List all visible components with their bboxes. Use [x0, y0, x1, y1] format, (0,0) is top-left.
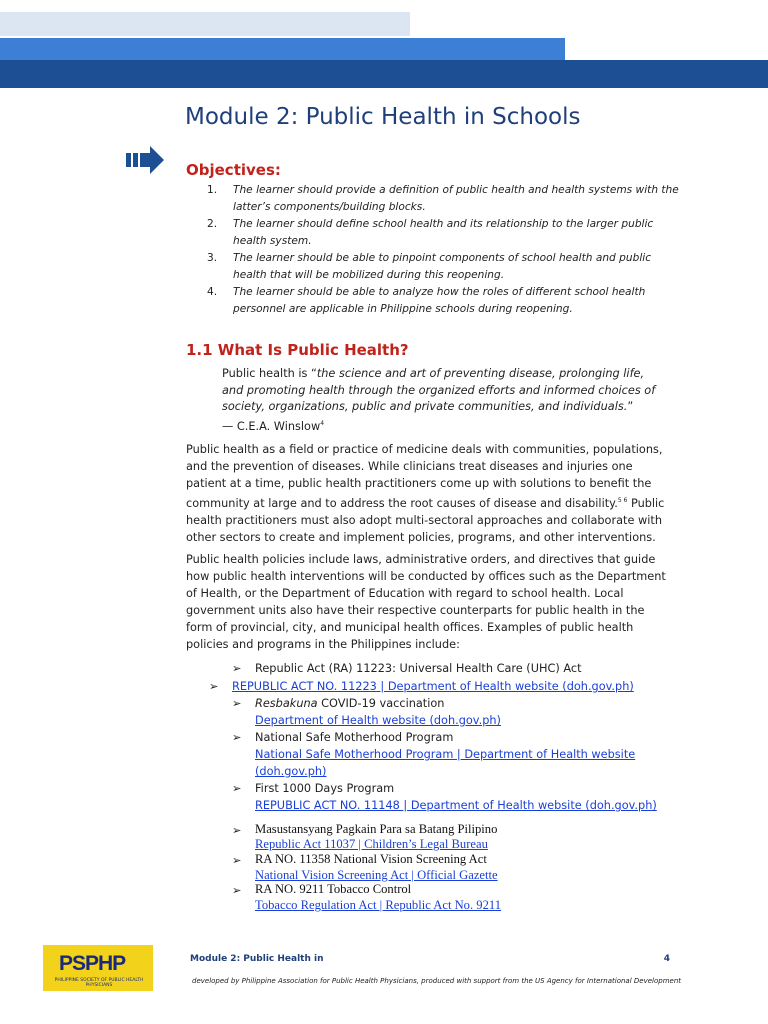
- link-safe-motherhood[interactable]: National Safe Motherhood Program | Department of Health website: [255, 748, 636, 761]
- link-ra-11148[interactable]: REPUBLIC ACT NO. 11148 | Department of Health website (doh.gov.ph): [255, 799, 657, 812]
- header-band-mid: [0, 38, 565, 62]
- link-doh-vaccination[interactable]: Department of Health website (doh.gov.ph): [255, 714, 501, 727]
- bullet-arrow-icon: ➢: [232, 731, 242, 744]
- footer-credit: developed by Philippine Association for Public Health Physicians, produced with support from the US Agency for International Development: [192, 977, 682, 985]
- quote-intro: Public health is “: [222, 367, 317, 380]
- objective-text: The learner should provide a definition of public health and health systems with the latter’s components/building blocks.: [233, 184, 679, 213]
- objective-number: 4.: [207, 286, 218, 298]
- quote-attribution: — C.E.A. Winslow: [222, 419, 321, 433]
- objective-item: [207, 182, 687, 216]
- objective-item: [207, 250, 687, 284]
- resbakuna-italic: Resbakuna: [255, 697, 318, 710]
- header-band-light: [0, 12, 410, 36]
- winslow-quote: [222, 366, 662, 435]
- program-uhc-act: Republic Act (RA) 11223: Universal Health Care (UHC) Act: [255, 662, 582, 675]
- resbakuna-rest: COVID-19 vaccination: [317, 697, 445, 710]
- paragraph-text: Public health as a field or practice of medicine deals with communities, populations, and the prevention of diseases. While clinicians treat diseases and injuries one patient at a time, public health practitioners come up with solutions to benefit the community at large and to address the root causes of disease and disability.: [186, 443, 663, 510]
- objective-number: 1.: [207, 184, 218, 196]
- paragraph-text: Public health practitioners must also adopt multi-sectoral approaches and collaborate with other sectors to create and implement policies, programs, and other interventions.: [186, 496, 665, 544]
- objective-text: The learner should be able to pinpoint components of school health and public health that will be mobilized during this reopening.: [233, 252, 652, 281]
- link-safe-motherhood-cont[interactable]: (doh.gov.ph): [255, 765, 327, 778]
- objectives-heading: Objectives:: [186, 161, 281, 179]
- objective-text: The learner should define school health and its relationship to the larger public health system.: [233, 218, 654, 247]
- footer-module-text: Module 2: Public Health in: [190, 954, 324, 961]
- link-ra-11223[interactable]: REPUBLIC ACT NO. 11223 | Department of Health website (doh.gov.ph): [232, 680, 634, 693]
- logo-text: PSPHP: [59, 952, 126, 975]
- footnote-ref: 5 6: [617, 497, 628, 504]
- objective-item: [207, 216, 687, 250]
- bullet-arrow-icon: ➢: [232, 782, 242, 795]
- page-title: Module 2: Public Health in Schools: [185, 104, 581, 130]
- program-tobacco-control: RA NO. 9211 Tobacco Control: [255, 882, 412, 896]
- program-masustansya: Masustansyang Pagkain Para sa Batang Pilipino: [255, 822, 498, 836]
- quote-close: ”: [627, 400, 634, 414]
- page-number: 4: [663, 954, 670, 961]
- bullet-arrow-icon: ➢: [232, 824, 242, 837]
- program-first-1000-days: First 1000 Days Program: [255, 782, 395, 795]
- objective-number: 3.: [207, 252, 218, 264]
- objective-text: The learner should be able to analyze how the roles of different school health personnel are applicable in Philippine schools during reopening.: [233, 286, 646, 315]
- link-tobacco-regulation[interactable]: Tobacco Regulation Act | Republic Act No. 9211: [255, 898, 502, 912]
- paragraph-policies: Public health policies include laws, administrative orders, and directives that guide how public health interventions will be conducted by offices such as the Department of Health, or the Department of Education with regard to school health. Local government units also have their respective counterparts for public health in the form of provincial, city, and municipal health offices. Examples of public health policies and programs in the Philippines include:: [186, 553, 666, 651]
- psphp-logo: [43, 945, 153, 991]
- link-ra-11037[interactable]: Republic Act 11037 | Children’s Legal Bureau: [255, 837, 488, 851]
- objective-number: 2.: [207, 218, 218, 230]
- link-vision-screening[interactable]: National Vision Screening Act | Official Gazette: [255, 868, 498, 882]
- bullet-arrow-icon: ➢: [232, 697, 242, 710]
- objectives-list: [207, 182, 687, 318]
- bullet-arrow-icon: ➢: [232, 854, 242, 867]
- logo-subtitle: PHILIPPINE SOCIETY OF PUBLIC HEALTH PHYSICIANS: [54, 978, 144, 988]
- footnote-ref: 4: [320, 419, 325, 427]
- bullet-arrow-icon: ➢: [232, 884, 242, 897]
- program-vision-screening: RA NO. 11358 National Vision Screening Act: [255, 852, 487, 866]
- section-heading: 1.1 What Is Public Health?: [186, 341, 409, 359]
- program-resbakuna: [255, 695, 444, 712]
- footer-module-label: [190, 952, 670, 961]
- quote-text: the science and art of preventing disease, prolonging life, and promoting health through the organized efforts and informed choices of society, organizations, public and private communities, and individuals.: [222, 367, 656, 414]
- right-arrow-icon: [126, 144, 166, 180]
- objective-item: [207, 284, 687, 318]
- header-band-dark: [0, 60, 768, 88]
- paragraph-public-health: [186, 441, 672, 546]
- bullet-arrow-icon: ➢: [209, 680, 219, 693]
- program-safe-motherhood: National Safe Motherhood Program: [255, 731, 454, 744]
- bullet-arrow-icon: ➢: [232, 662, 242, 675]
